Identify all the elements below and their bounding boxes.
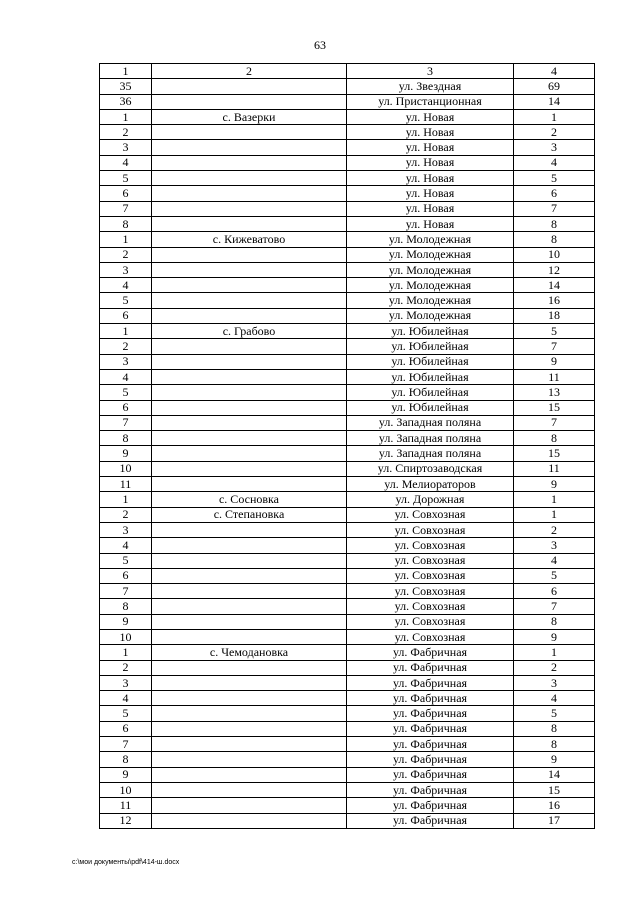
- row-index-cell: 6: [100, 400, 152, 415]
- house-number-cell: 3: [514, 538, 595, 553]
- settlement-cell: с. Степановка: [152, 507, 347, 522]
- row-index-cell: 1: [100, 109, 152, 124]
- street-cell: ул. Молодежная: [347, 293, 514, 308]
- settlement-cell: [152, 125, 347, 140]
- street-cell: ул. Новая: [347, 216, 514, 231]
- table-row: [100, 308, 595, 323]
- table-row: [100, 140, 595, 155]
- table-row: [100, 369, 595, 384]
- row-index-cell: 36: [100, 94, 152, 109]
- house-number-cell: 8: [514, 721, 595, 736]
- row-index-cell: 2: [100, 339, 152, 354]
- street-cell: ул. Молодежная: [347, 308, 514, 323]
- street-cell: ул. Новая: [347, 171, 514, 186]
- street-cell: ул. Совхозная: [347, 568, 514, 583]
- table-row: [100, 339, 595, 354]
- settlement-cell: [152, 522, 347, 537]
- street-cell: ул. Фабричная: [347, 767, 514, 782]
- street-cell: ул. Совхозная: [347, 553, 514, 568]
- street-cell: ул. Фабричная: [347, 798, 514, 813]
- settlement-cell: [152, 614, 347, 629]
- row-index-cell: 5: [100, 293, 152, 308]
- street-cell: ул. Совхозная: [347, 599, 514, 614]
- settlement-cell: [152, 79, 347, 94]
- street-cell: ул. Молодежная: [347, 232, 514, 247]
- street-cell: ул. Новая: [347, 155, 514, 170]
- row-index-cell: 35: [100, 79, 152, 94]
- house-number-cell: 6: [514, 186, 595, 201]
- settlement-cell: [152, 155, 347, 170]
- table-row: [100, 446, 595, 461]
- row-index-cell: 11: [100, 798, 152, 813]
- house-number-cell: 16: [514, 293, 595, 308]
- settlement-cell: [152, 691, 347, 706]
- row-index-cell: 4: [100, 155, 152, 170]
- street-cell: ул. Молодежная: [347, 247, 514, 262]
- street-cell: ул. Совхозная: [347, 614, 514, 629]
- settlement-cell: [152, 339, 347, 354]
- street-cell: ул. Спиртозаводская: [347, 461, 514, 476]
- table-row: [100, 721, 595, 736]
- table-row: [100, 706, 595, 721]
- row-index-cell: 1: [100, 324, 152, 339]
- house-number-cell: 3: [514, 140, 595, 155]
- row-index-cell: 7: [100, 584, 152, 599]
- table-row: [100, 629, 595, 644]
- street-cell: ул. Юбилейная: [347, 339, 514, 354]
- street-cell: ул. Пристанционная: [347, 94, 514, 109]
- house-number-cell: 1: [514, 507, 595, 522]
- row-index-cell: 7: [100, 737, 152, 752]
- settlement-cell: [152, 94, 347, 109]
- street-cell: ул. Юбилейная: [347, 400, 514, 415]
- house-number-cell: 69: [514, 79, 595, 94]
- house-number-cell: 2: [514, 522, 595, 537]
- row-index-cell: 6: [100, 721, 152, 736]
- street-cell: ул. Новая: [347, 201, 514, 216]
- street-cell: ул. Западная поляна: [347, 415, 514, 430]
- street-cell: ул. Совхозная: [347, 538, 514, 553]
- street-cell: ул. Совхозная: [347, 629, 514, 644]
- street-cell: ул. Фабричная: [347, 813, 514, 828]
- row-index-cell: 4: [100, 278, 152, 293]
- settlement-cell: [152, 568, 347, 583]
- settlement-cell: [152, 278, 347, 293]
- settlement-cell: [152, 660, 347, 675]
- house-number-cell: 9: [514, 629, 595, 644]
- column-number-3: 3: [347, 64, 514, 79]
- house-number-cell: 14: [514, 94, 595, 109]
- house-number-cell: 10: [514, 247, 595, 262]
- table-row: [100, 278, 595, 293]
- street-cell: ул. Фабричная: [347, 721, 514, 736]
- street-cell: ул. Западная поляна: [347, 446, 514, 461]
- table-row: [100, 477, 595, 492]
- row-index-cell: 5: [100, 553, 152, 568]
- table-row: [100, 737, 595, 752]
- house-number-cell: 15: [514, 782, 595, 797]
- row-index-cell: 12: [100, 813, 152, 828]
- row-index-cell: 7: [100, 415, 152, 430]
- table-row: [100, 354, 595, 369]
- table-row: [100, 767, 595, 782]
- street-cell: ул. Новая: [347, 109, 514, 124]
- house-number-cell: 7: [514, 201, 595, 216]
- house-number-cell: 2: [514, 660, 595, 675]
- settlement-cell: [152, 354, 347, 369]
- house-number-cell: 9: [514, 752, 595, 767]
- row-index-cell: 1: [100, 645, 152, 660]
- house-number-cell: 5: [514, 171, 595, 186]
- row-index-cell: 3: [100, 354, 152, 369]
- row-index-cell: 8: [100, 599, 152, 614]
- row-index-cell: 6: [100, 186, 152, 201]
- street-cell: ул. Фабричная: [347, 737, 514, 752]
- settlement-cell: [152, 293, 347, 308]
- row-index-cell: 4: [100, 691, 152, 706]
- street-cell: ул. Юбилейная: [347, 369, 514, 384]
- table-row: [100, 125, 595, 140]
- table-row: [100, 201, 595, 216]
- row-index-cell: 10: [100, 782, 152, 797]
- row-index-cell: 3: [100, 675, 152, 690]
- settlement-cell: [152, 629, 347, 644]
- row-index-cell: 9: [100, 614, 152, 629]
- row-index-cell: 10: [100, 461, 152, 476]
- table-row: [100, 431, 595, 446]
- street-cell: ул. Фабричная: [347, 675, 514, 690]
- row-index-cell: 4: [100, 538, 152, 553]
- settlement-cell: [152, 186, 347, 201]
- house-number-cell: 8: [514, 431, 595, 446]
- street-cell: ул. Юбилейная: [347, 324, 514, 339]
- house-number-cell: 18: [514, 308, 595, 323]
- house-number-cell: 6: [514, 584, 595, 599]
- street-cell: ул. Дорожная: [347, 492, 514, 507]
- house-number-cell: 15: [514, 446, 595, 461]
- column-number-2: 2: [152, 64, 347, 79]
- row-index-cell: 4: [100, 369, 152, 384]
- table-row: [100, 385, 595, 400]
- street-cell: ул. Мелиораторов: [347, 477, 514, 492]
- table-row: [100, 232, 595, 247]
- street-cell: ул. Новая: [347, 125, 514, 140]
- table-row: [100, 186, 595, 201]
- house-number-cell: 7: [514, 415, 595, 430]
- settlement-cell: [152, 308, 347, 323]
- row-index-cell: 2: [100, 125, 152, 140]
- street-cell: ул. Юбилейная: [347, 354, 514, 369]
- settlement-cell: [152, 584, 347, 599]
- table-body: [100, 64, 595, 829]
- settlement-cell: с. Вазерки: [152, 109, 347, 124]
- settlement-cell: [152, 415, 347, 430]
- street-cell: ул. Молодежная: [347, 262, 514, 277]
- row-index-cell: 6: [100, 568, 152, 583]
- table-row: [100, 171, 595, 186]
- row-index-cell: 5: [100, 385, 152, 400]
- row-index-cell: 10: [100, 629, 152, 644]
- settlement-cell: [152, 706, 347, 721]
- table-row: [100, 492, 595, 507]
- table-row: [100, 94, 595, 109]
- table-row: [100, 293, 595, 308]
- settlement-cell: [152, 813, 347, 828]
- table-row: [100, 584, 595, 599]
- house-number-cell: 16: [514, 798, 595, 813]
- table-row: [100, 782, 595, 797]
- settlement-cell: [152, 752, 347, 767]
- row-index-cell: 7: [100, 201, 152, 216]
- row-index-cell: 11: [100, 477, 152, 492]
- row-index-cell: 3: [100, 262, 152, 277]
- street-cell: ул. Фабричная: [347, 782, 514, 797]
- row-index-cell: 8: [100, 431, 152, 446]
- house-number-cell: 9: [514, 477, 595, 492]
- table-row: [100, 324, 595, 339]
- row-index-cell: 9: [100, 767, 152, 782]
- settlement-cell: с. Кижеватово: [152, 232, 347, 247]
- settlement-cell: [152, 431, 347, 446]
- table-row: [100, 660, 595, 675]
- row-index-cell: 2: [100, 660, 152, 675]
- house-number-cell: 5: [514, 706, 595, 721]
- street-cell: ул. Фабричная: [347, 752, 514, 767]
- settlement-cell: [152, 446, 347, 461]
- house-number-cell: 13: [514, 385, 595, 400]
- table-row: [100, 400, 595, 415]
- street-cell: ул. Совхозная: [347, 584, 514, 599]
- table-row: [100, 461, 595, 476]
- settlement-cell: с. Сосновка: [152, 492, 347, 507]
- table-row: [100, 507, 595, 522]
- table-row: [100, 599, 595, 614]
- table-row: [100, 691, 595, 706]
- house-number-cell: 8: [514, 216, 595, 231]
- table-header-row: [100, 64, 595, 79]
- table-row: [100, 538, 595, 553]
- house-number-cell: 5: [514, 568, 595, 583]
- settlement-cell: [152, 782, 347, 797]
- settlement-cell: [152, 400, 347, 415]
- street-cell: ул. Фабричная: [347, 660, 514, 675]
- settlement-cell: с. Грабово: [152, 324, 347, 339]
- settlement-cell: [152, 599, 347, 614]
- street-cell: ул. Фабричная: [347, 706, 514, 721]
- house-number-cell: 5: [514, 324, 595, 339]
- row-index-cell: 9: [100, 446, 152, 461]
- row-index-cell: 3: [100, 522, 152, 537]
- table-row: [100, 813, 595, 828]
- table-row: [100, 262, 595, 277]
- settlement-cell: с. Чемодановка: [152, 645, 347, 660]
- table-row: [100, 675, 595, 690]
- street-cell: ул. Юбилейная: [347, 385, 514, 400]
- house-number-cell: 1: [514, 492, 595, 507]
- house-number-cell: 7: [514, 339, 595, 354]
- house-number-cell: 14: [514, 278, 595, 293]
- row-index-cell: 6: [100, 308, 152, 323]
- row-index-cell: 5: [100, 171, 152, 186]
- house-number-cell: 1: [514, 645, 595, 660]
- address-table: [99, 63, 595, 829]
- settlement-cell: [152, 201, 347, 216]
- house-number-cell: 4: [514, 691, 595, 706]
- table-row: [100, 216, 595, 231]
- settlement-cell: [152, 461, 347, 476]
- settlement-cell: [152, 216, 347, 231]
- row-index-cell: 8: [100, 216, 152, 231]
- street-cell: ул. Совхозная: [347, 507, 514, 522]
- table-row: [100, 798, 595, 813]
- table-row: [100, 614, 595, 629]
- page-number: 63: [314, 38, 326, 52]
- street-cell: ул. Звездная: [347, 79, 514, 94]
- house-number-cell: 3: [514, 675, 595, 690]
- settlement-cell: [152, 477, 347, 492]
- table-row: [100, 79, 595, 94]
- table-row: [100, 568, 595, 583]
- row-index-cell: 5: [100, 706, 152, 721]
- table-row: [100, 415, 595, 430]
- row-index-cell: 2: [100, 507, 152, 522]
- house-number-cell: 8: [514, 737, 595, 752]
- street-cell: ул. Совхозная: [347, 522, 514, 537]
- column-number-4: 4: [514, 64, 595, 79]
- street-cell: ул. Фабричная: [347, 645, 514, 660]
- settlement-cell: [152, 369, 347, 384]
- settlement-cell: [152, 675, 347, 690]
- settlement-cell: [152, 553, 347, 568]
- settlement-cell: [152, 798, 347, 813]
- house-number-cell: 4: [514, 553, 595, 568]
- settlement-cell: [152, 171, 347, 186]
- street-cell: ул. Новая: [347, 186, 514, 201]
- row-index-cell: 3: [100, 140, 152, 155]
- street-cell: ул. Западная поляна: [347, 431, 514, 446]
- house-number-cell: 2: [514, 125, 595, 140]
- row-index-cell: 2: [100, 247, 152, 262]
- table-row: [100, 155, 595, 170]
- footer-file-path: c:\мои документы\pdf\414-ш.docx: [72, 859, 180, 866]
- row-index-cell: 8: [100, 752, 152, 767]
- house-number-cell: 12: [514, 262, 595, 277]
- table-row: [100, 553, 595, 568]
- house-number-cell: 15: [514, 400, 595, 415]
- settlement-cell: [152, 385, 347, 400]
- house-number-cell: 14: [514, 767, 595, 782]
- table-row: [100, 752, 595, 767]
- street-cell: ул. Фабричная: [347, 691, 514, 706]
- house-number-cell: 11: [514, 369, 595, 384]
- street-cell: ул. Новая: [347, 140, 514, 155]
- house-number-cell: 9: [514, 354, 595, 369]
- settlement-cell: [152, 247, 347, 262]
- settlement-cell: [152, 538, 347, 553]
- row-index-cell: 1: [100, 232, 152, 247]
- table-row: [100, 109, 595, 124]
- settlement-cell: [152, 140, 347, 155]
- table-row: [100, 247, 595, 262]
- column-number-1: 1: [100, 64, 152, 79]
- table-row: [100, 522, 595, 537]
- settlement-cell: [152, 767, 347, 782]
- house-number-cell: 8: [514, 614, 595, 629]
- house-number-cell: 17: [514, 813, 595, 828]
- table-row: [100, 645, 595, 660]
- street-cell: ул. Молодежная: [347, 278, 514, 293]
- settlement-cell: [152, 721, 347, 736]
- settlement-cell: [152, 262, 347, 277]
- house-number-cell: 4: [514, 155, 595, 170]
- house-number-cell: 8: [514, 232, 595, 247]
- house-number-cell: 1: [514, 109, 595, 124]
- house-number-cell: 7: [514, 599, 595, 614]
- settlement-cell: [152, 737, 347, 752]
- house-number-cell: 11: [514, 461, 595, 476]
- row-index-cell: 1: [100, 492, 152, 507]
